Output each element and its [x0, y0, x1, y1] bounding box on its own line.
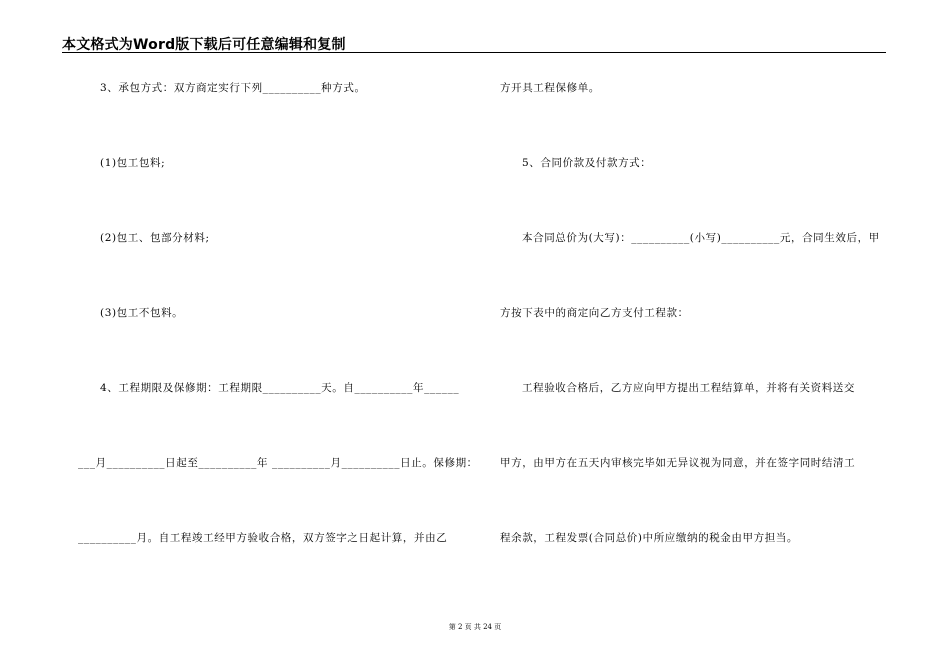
right-line-5: 工程验收合格后，乙方应向甲方提出工程结算单，并将有关资料送交 — [522, 382, 855, 394]
left-line-7: __________月。自工程竣工经甲方验收合格，双方签字之日起计算，并由乙 — [78, 532, 448, 544]
right-line-1: 方开具工程保修单。 — [500, 82, 600, 94]
right-line-2: 5、合同价款及付款方式： — [522, 157, 652, 169]
left-line-1: 3、承包方式：双方商定实行下列__________种方式。 — [100, 82, 366, 94]
right-line-6: 甲方，由甲方在五天内审核完毕如无异议视为同意，并在签字同时结清工 — [500, 457, 856, 469]
left-column — [78, 0, 478, 600]
right-column — [500, 0, 892, 600]
left-line-5: 4、工程期限及保修期：工程期限__________天。自__________年______ — [100, 382, 460, 394]
left-line-2: (1)包工包料; — [100, 157, 166, 169]
left-line-4: (3)包工不包料。 — [100, 307, 184, 319]
page-number-footer: 第 2 页 共 24 页 — [448, 623, 502, 631]
right-line-3: 本合同总价为(大写)：__________(小写)__________元，合同生效后，甲 — [522, 232, 880, 244]
right-line-4: 方按下表中的商定向乙方支付工程款： — [500, 307, 689, 319]
left-line-6: ___月__________日起至__________年 __________月__________日止。保修期： — [78, 457, 478, 469]
right-line-7: 程余款，工程发票(合同总价)中所应缴纳的税金由甲方担当。 — [500, 532, 798, 544]
header-title: 本文格式为Word版下载后可任意编辑和复制 — [62, 37, 346, 53]
left-line-3: (2)包工、包部分材料; — [100, 232, 210, 244]
